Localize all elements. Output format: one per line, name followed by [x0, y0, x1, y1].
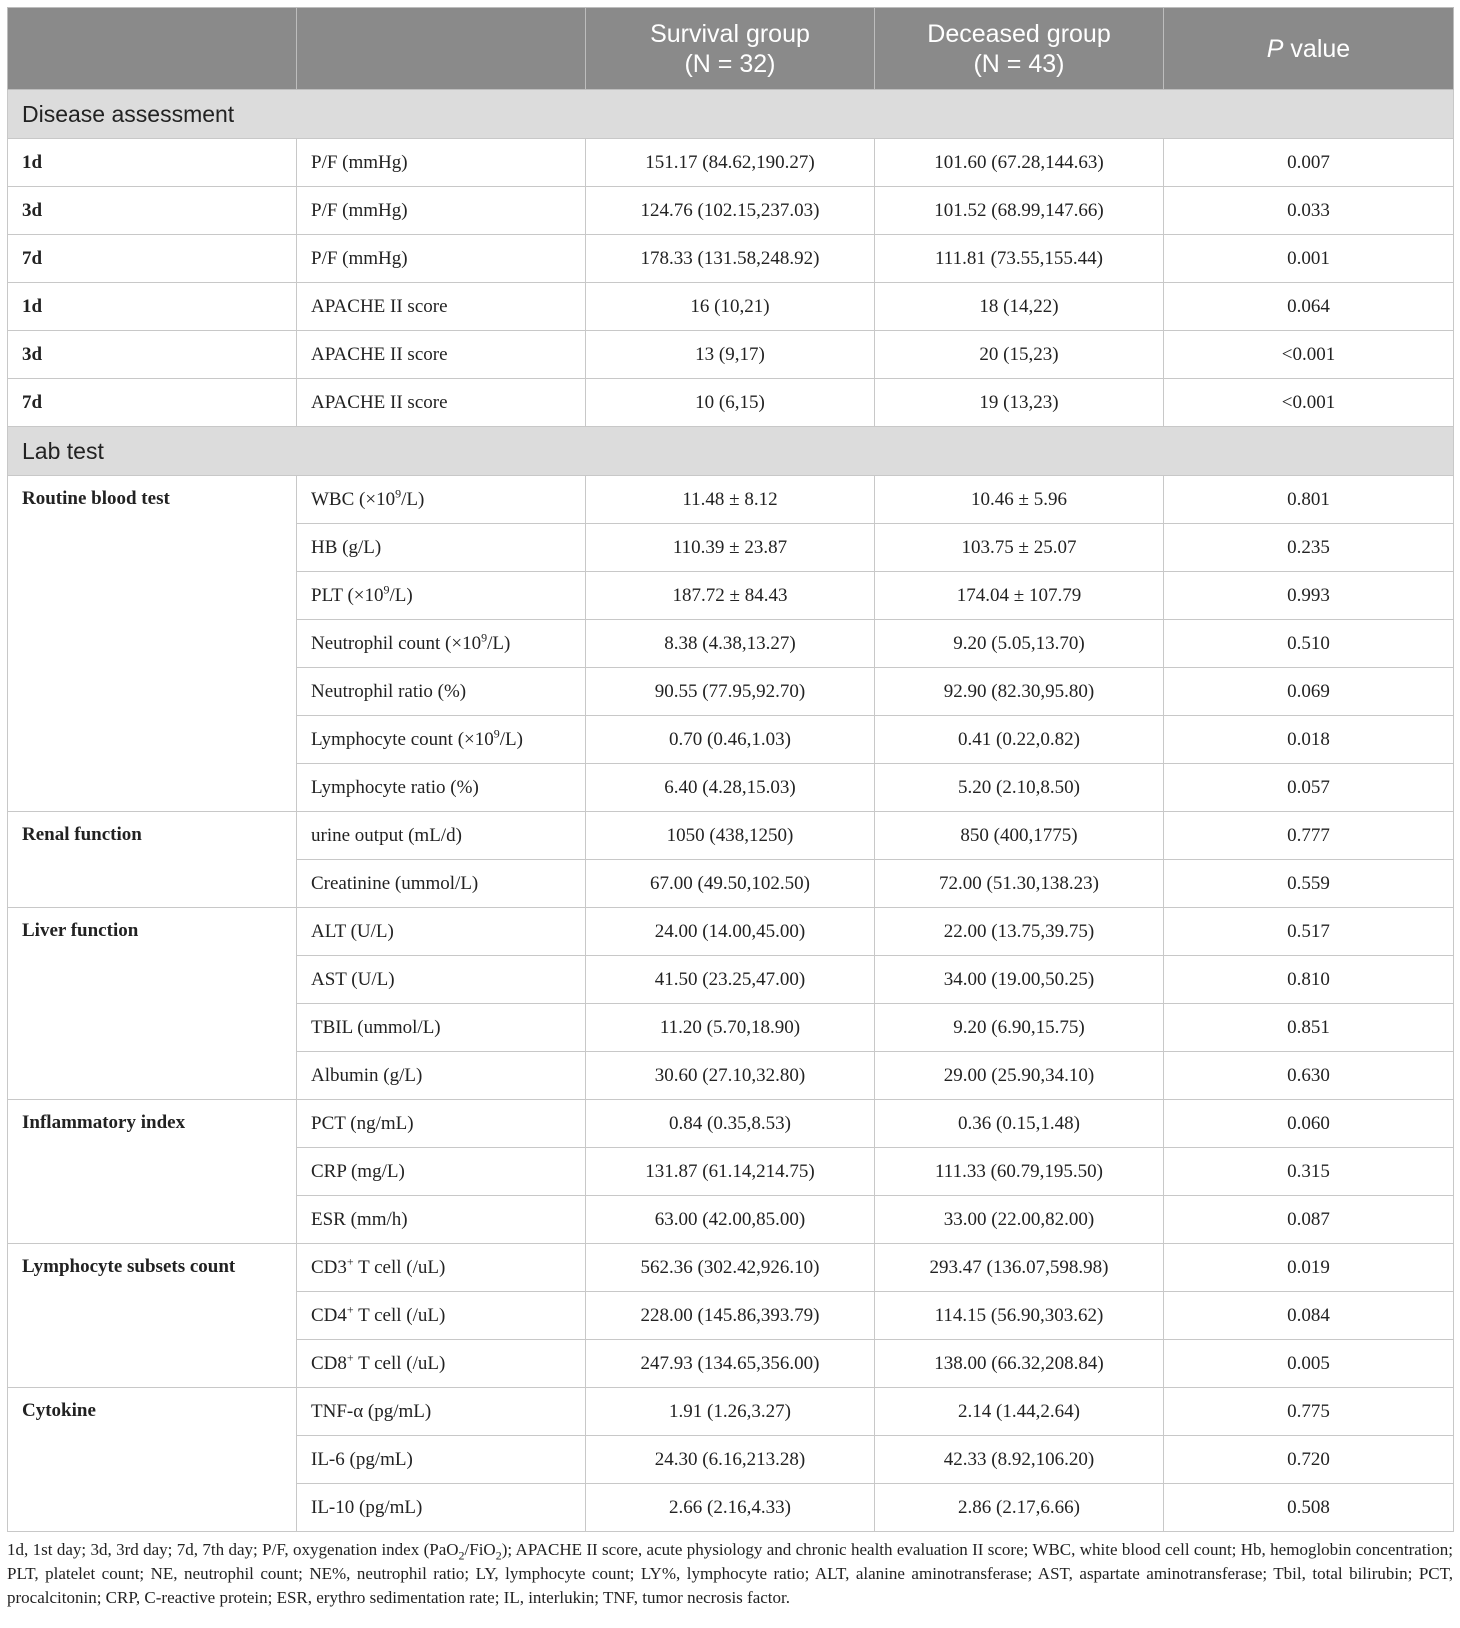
p-value: 0.235: [1164, 524, 1454, 572]
measure-cell: [297, 716, 586, 764]
measure-label: PCT (ng/mL): [311, 1112, 414, 1134]
p-value: 0.064: [1164, 283, 1454, 331]
survival-value: 178.33 (131.58,248.92): [586, 235, 875, 283]
deceased-value: 850 (400,1775): [875, 812, 1164, 860]
header-blank-1: [8, 8, 297, 90]
p-value: 0.851: [1164, 1004, 1454, 1052]
header-p-value: [1164, 8, 1454, 90]
measure-label: CD3: [311, 1256, 347, 1278]
measure-cell: [297, 524, 586, 572]
survival-value: 2.66 (2.16,4.33): [586, 1484, 875, 1532]
table-row: [8, 1100, 1454, 1148]
header-survival-n: (N = 32): [684, 49, 776, 78]
measure-superscript: +: [346, 1302, 354, 1317]
deceased-value: 0.41 (0.22,0.82): [875, 716, 1164, 764]
p-value: 0.084: [1164, 1292, 1454, 1340]
measure-label: urine output (mL/d): [311, 824, 462, 846]
section-lab-test-label: Lab test: [8, 427, 1454, 476]
section-disease-assessment: [8, 90, 1454, 139]
p-value: 0.508: [1164, 1484, 1454, 1532]
survival-value: 6.40 (4.28,15.03): [586, 764, 875, 812]
survival-value: 30.60 (27.10,32.80): [586, 1052, 875, 1100]
table-row: [8, 812, 1454, 860]
survival-value: 11.48 ± 8.12: [586, 476, 875, 524]
deceased-value: 19 (13,23): [875, 379, 1164, 427]
table-row: [8, 235, 1454, 283]
measure-label: P/F (mmHg): [311, 199, 408, 221]
measure-superscript: +: [346, 1350, 354, 1365]
measure-cell: [297, 235, 586, 283]
table-row: [8, 476, 1454, 524]
p-value: 0.777: [1164, 812, 1454, 860]
measure-label: Neutrophil count (×10: [311, 632, 482, 654]
p-value: 0.810: [1164, 956, 1454, 1004]
measure-superscript: 9: [395, 486, 402, 501]
deceased-value: 114.15 (56.90,303.62): [875, 1292, 1164, 1340]
survival-value: 1050 (438,1250): [586, 812, 875, 860]
day-cell: 7d: [8, 235, 297, 283]
table-container: [7, 7, 1453, 1532]
footnote-sub2: 2: [495, 1548, 502, 1563]
group-label: Renal function: [8, 812, 297, 908]
day-cell: 3d: [8, 187, 297, 235]
p-value: 0.315: [1164, 1148, 1454, 1196]
measure-label: APACHE II score: [311, 391, 448, 413]
header-deceased-group: [875, 8, 1164, 90]
measure-cell: [297, 379, 586, 427]
measure-label: P/F (mmHg): [311, 247, 408, 269]
measure-label: WBC (×10: [311, 488, 396, 510]
table-body: [8, 90, 1454, 1532]
group-label: Lymphocyte subsets count: [8, 1244, 297, 1388]
p-value: 0.775: [1164, 1388, 1454, 1436]
measure-cell: [297, 1244, 586, 1292]
measure-label: ALT (U/L): [311, 920, 394, 942]
survival-value: 124.76 (102.15,237.03): [586, 187, 875, 235]
header-survival-label: Survival group: [650, 19, 810, 48]
p-value: 0.720: [1164, 1436, 1454, 1484]
deceased-value: 293.47 (136.07,598.98): [875, 1244, 1164, 1292]
measure-label: CD8: [311, 1352, 347, 1374]
header-survival-group: [586, 8, 875, 90]
p-value: 0.060: [1164, 1100, 1454, 1148]
group-label: Inflammatory index: [8, 1100, 297, 1244]
survival-value: 10 (6,15): [586, 379, 875, 427]
header-blank-2: [297, 8, 586, 90]
p-value: 0.033: [1164, 187, 1454, 235]
results-table: [7, 7, 1454, 1532]
measure-label: CRP (mg/L): [311, 1160, 405, 1182]
p-value: 0.630: [1164, 1052, 1454, 1100]
deceased-value: 2.86 (2.17,6.66): [875, 1484, 1164, 1532]
deceased-value: 0.36 (0.15,1.48): [875, 1100, 1164, 1148]
deceased-value: 2.14 (1.44,2.64): [875, 1388, 1164, 1436]
measure-label-suffix: T cell (/uL): [353, 1304, 446, 1326]
group-label: Cytokine: [8, 1388, 297, 1532]
measure-cell: [297, 620, 586, 668]
measure-cell: [297, 1436, 586, 1484]
p-value: 0.019: [1164, 1244, 1454, 1292]
measure-label: AST (U/L): [311, 968, 395, 990]
measure-cell: [297, 1148, 586, 1196]
survival-value: 24.30 (6.16,213.28): [586, 1436, 875, 1484]
measure-superscript: 9: [493, 726, 500, 741]
deceased-value: 103.75 ± 25.07: [875, 524, 1164, 572]
measure-superscript: 9: [383, 582, 390, 597]
deceased-value: 72.00 (51.30,138.23): [875, 860, 1164, 908]
measure-label: TNF-α (pg/mL): [311, 1400, 432, 1422]
measure-cell: [297, 956, 586, 1004]
measure-label: Lymphocyte ratio (%): [311, 776, 479, 798]
survival-value: 63.00 (42.00,85.00): [586, 1196, 875, 1244]
survival-value: 151.17 (84.62,190.27): [586, 139, 875, 187]
p-value: <0.001: [1164, 379, 1454, 427]
deceased-value: 9.20 (5.05,13.70): [875, 620, 1164, 668]
measure-cell: [297, 476, 586, 524]
survival-value: 8.38 (4.38,13.27): [586, 620, 875, 668]
survival-value: 67.00 (49.50,102.50): [586, 860, 875, 908]
measure-cell: [297, 668, 586, 716]
deceased-value: 101.52 (68.99,147.66): [875, 187, 1164, 235]
measure-label: PLT (×10: [311, 584, 384, 606]
survival-value: 131.87 (61.14,214.75): [586, 1148, 875, 1196]
deceased-value: 9.20 (6.90,15.75): [875, 1004, 1164, 1052]
measure-cell: [297, 1196, 586, 1244]
measure-cell: [297, 1004, 586, 1052]
p-value: 0.993: [1164, 572, 1454, 620]
survival-value: 228.00 (145.86,393.79): [586, 1292, 875, 1340]
survival-value: 247.93 (134.65,356.00): [586, 1340, 875, 1388]
measure-superscript: 9: [481, 630, 488, 645]
measure-cell: [297, 812, 586, 860]
header-deceased-label: Deceased group: [927, 19, 1111, 48]
survival-value: 0.84 (0.35,8.53): [586, 1100, 875, 1148]
measure-label-suffix: T cell (/uL): [353, 1256, 446, 1278]
footnote-part2: /FiO: [464, 1540, 496, 1559]
table-footnote: [7, 1538, 1453, 1610]
p-value: 0.069: [1164, 668, 1454, 716]
deceased-value: 29.00 (25.90,34.10): [875, 1052, 1164, 1100]
measure-label-suffix: /L): [401, 488, 425, 510]
table-row: [8, 908, 1454, 956]
deceased-value: 33.00 (22.00,82.00): [875, 1196, 1164, 1244]
deceased-value: 18 (14,22): [875, 283, 1164, 331]
p-value: 0.001: [1164, 235, 1454, 283]
p-value: 0.510: [1164, 620, 1454, 668]
section-lab-test: [8, 427, 1454, 476]
measure-label-suffix: /L): [487, 632, 511, 654]
header-p-rest: value: [1283, 34, 1351, 63]
measure-cell: [297, 1100, 586, 1148]
group-label: Liver function: [8, 908, 297, 1100]
measure-label: APACHE II score: [311, 343, 448, 365]
measure-label: CD4: [311, 1304, 347, 1326]
table-row: [8, 139, 1454, 187]
measure-superscript: +: [346, 1254, 354, 1269]
measure-label: TBIL (ummol/L): [311, 1016, 441, 1038]
survival-value: 110.39 ± 23.87: [586, 524, 875, 572]
measure-cell: [297, 283, 586, 331]
table-row: [8, 1388, 1454, 1436]
measure-label: APACHE II score: [311, 295, 448, 317]
day-cell: 1d: [8, 139, 297, 187]
p-value: 0.087: [1164, 1196, 1454, 1244]
measure-label-suffix: T cell (/uL): [353, 1352, 446, 1374]
deceased-value: 92.90 (82.30,95.80): [875, 668, 1164, 716]
table-row: [8, 283, 1454, 331]
deceased-value: 138.00 (66.32,208.84): [875, 1340, 1164, 1388]
measure-cell: [297, 860, 586, 908]
p-value: <0.001: [1164, 331, 1454, 379]
deceased-value: 10.46 ± 5.96: [875, 476, 1164, 524]
p-value: 0.018: [1164, 716, 1454, 764]
survival-value: 16 (10,21): [586, 283, 875, 331]
section-disease-assessment-label: Disease assessment: [8, 90, 1454, 139]
survival-value: 562.36 (302.42,926.10): [586, 1244, 875, 1292]
deceased-value: 111.81 (73.55,155.44): [875, 235, 1164, 283]
table-row: [8, 1244, 1454, 1292]
footnote-part3: ); APACHE II score, acute physiology and chronic health evaluation II score; WBC, white blood cell count; Hb, hemoglobin concentration; PLT, platelet count; NE, neutrophil count; NE%, neutrophil ratio; LY, lymphocyte count; LY%, lymphocyte ratio; ALT, alanine aminotransferase; AST, aspartate aminotransferase; Tbil, total bilirubin; PCT, procalcitonin; CRP, C-reactive protein; ESR, erythro sedimentation rate; IL, interlukin; TNF, tumor necrosis factor.: [7, 1540, 1454, 1607]
measure-label: ESR (mm/h): [311, 1208, 408, 1230]
table-header: [8, 8, 1454, 90]
footnote-sub1: 2: [458, 1548, 465, 1563]
p-value: 0.517: [1164, 908, 1454, 956]
p-value: 0.057: [1164, 764, 1454, 812]
table-row: [8, 331, 1454, 379]
table-row: [8, 187, 1454, 235]
survival-value: 90.55 (77.95,92.70): [586, 668, 875, 716]
survival-value: 13 (9,17): [586, 331, 875, 379]
survival-value: 41.50 (23.25,47.00): [586, 956, 875, 1004]
measure-label: P/F (mmHg): [311, 151, 408, 173]
measure-cell: [297, 1388, 586, 1436]
p-value: 0.559: [1164, 860, 1454, 908]
survival-value: 187.72 ± 84.43: [586, 572, 875, 620]
measure-cell: [297, 1484, 586, 1532]
deceased-value: 174.04 ± 107.79: [875, 572, 1164, 620]
measure-label: Creatinine (ummol/L): [311, 872, 479, 894]
p-value: 0.007: [1164, 139, 1454, 187]
measure-label: IL-6 (pg/mL): [311, 1448, 413, 1470]
header-p-italic: P: [1266, 34, 1284, 63]
measure-cell: [297, 187, 586, 235]
p-value: 0.801: [1164, 476, 1454, 524]
day-cell: 7d: [8, 379, 297, 427]
measure-label-suffix: /L): [499, 728, 523, 750]
measure-label: IL-10 (pg/mL): [311, 1496, 423, 1518]
survival-value: 11.20 (5.70,18.90): [586, 1004, 875, 1052]
survival-value: 24.00 (14.00,45.00): [586, 908, 875, 956]
deceased-value: 34.00 (19.00,50.25): [875, 956, 1164, 1004]
deceased-value: 111.33 (60.79,195.50): [875, 1148, 1164, 1196]
deceased-value: 101.60 (67.28,144.63): [875, 139, 1164, 187]
measure-cell: [297, 331, 586, 379]
deceased-value: 42.33 (8.92,106.20): [875, 1436, 1164, 1484]
group-label: Routine blood test: [8, 476, 297, 812]
measure-label: Neutrophil ratio (%): [311, 680, 467, 702]
table-row: [8, 379, 1454, 427]
measure-cell: [297, 139, 586, 187]
survival-value: 0.70 (0.46,1.03): [586, 716, 875, 764]
measure-label: Lymphocyte count (×10: [311, 728, 494, 750]
header-deceased-n: (N = 43): [973, 49, 1065, 78]
measure-cell: [297, 1052, 586, 1100]
deceased-value: 22.00 (13.75,39.75): [875, 908, 1164, 956]
measure-cell: [297, 1340, 586, 1388]
measure-cell: [297, 1292, 586, 1340]
measure-cell: [297, 764, 586, 812]
day-cell: 1d: [8, 283, 297, 331]
measure-cell: [297, 572, 586, 620]
survival-value: 1.91 (1.26,3.27): [586, 1388, 875, 1436]
measure-cell: [297, 908, 586, 956]
day-cell: 3d: [8, 331, 297, 379]
deceased-value: 5.20 (2.10,8.50): [875, 764, 1164, 812]
deceased-value: 20 (15,23): [875, 331, 1164, 379]
measure-label-suffix: /L): [389, 584, 413, 606]
footnote-part1: 1d, 1st day; 3d, 3rd day; 7d, 7th day; P/F, oxygenation index (PaO: [7, 1540, 459, 1559]
p-value: 0.005: [1164, 1340, 1454, 1388]
measure-label: HB (g/L): [311, 536, 382, 558]
measure-label: Albumin (g/L): [311, 1064, 423, 1086]
